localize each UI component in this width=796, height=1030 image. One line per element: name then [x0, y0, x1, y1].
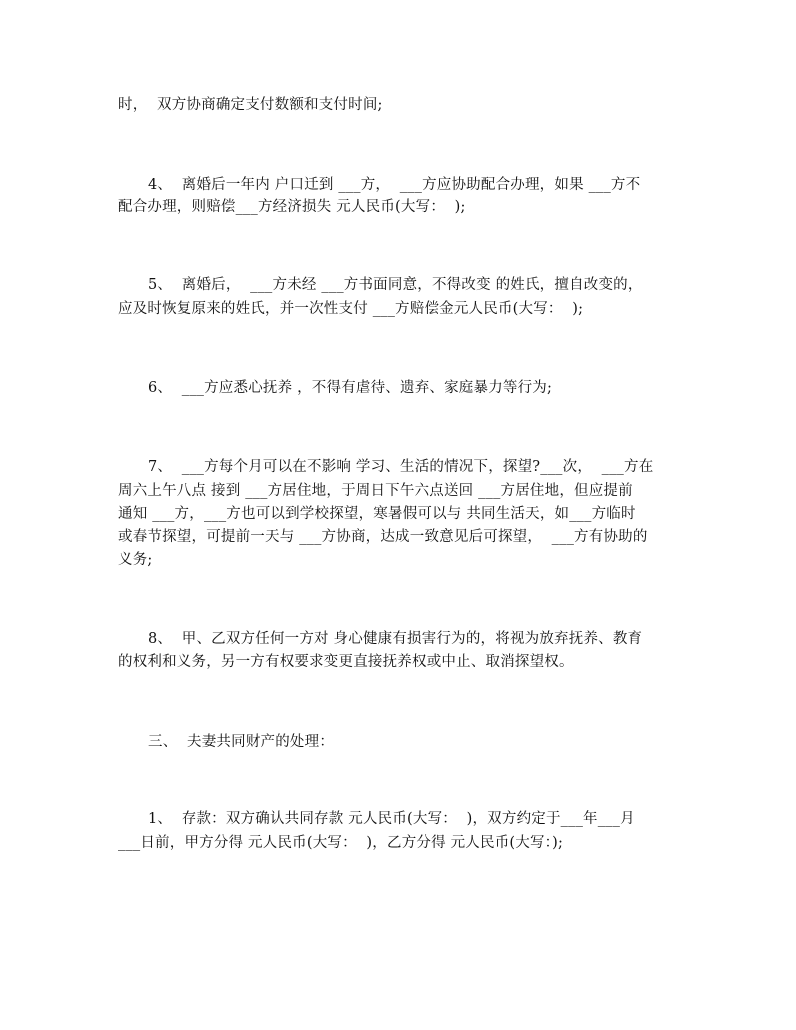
clause-4-line-1: 4、 离婚后一年内 户口迁到 ___方， ___方应协助配合办理，如果 ___方不 [148, 177, 641, 193]
clause-5-line-1: 5、 离婚后， ___方未经 ___方书面同意，不得改变 的姓氏，擅自改变的， [148, 277, 643, 293]
property-clause-1-line-1: 1、 存款：双方确认共同存款 元人民币(大写： )，双方约定于___年___月 [148, 811, 635, 827]
clause-8-line-1: 8、 甲、乙双方任何一方对 身心健康有损害行为的，将视为放弃抚养、教育 [148, 631, 643, 647]
clause-4-line-2: 配合办理，则赔偿___方经济损失 元人民币(大写： ); [118, 199, 466, 215]
clause-7-line-3: 通知 ___方，___方也可以到学校探望，寒暑假可以与 共同生活天，如___方临时 [118, 506, 636, 522]
clause-7-line-1: 7、 ___方每个月可以在不影响 学习、生活的情况下，探望?___次， ___方在 [148, 459, 654, 475]
section-3-heading: 三、 夫妻共同财产的处理： [148, 734, 335, 750]
clause-5-line-2: 应及时恢复原来的姓氏，并一次性支付 ___方赔偿金元人民币(大写： ); [118, 301, 584, 317]
clause-7-line-5: 义务; [118, 552, 153, 568]
text-line-payment-negotiation: 时， 双方协商确定支付数额和支付时间; [118, 97, 383, 113]
clause-7-line-4: 或春节探望，可提前一天与 ___方协商，达成一致意见后可探望， ___方有协助的 [118, 529, 648, 545]
clause-6-line-1: 6、 ___方应悉心抚养 ，不得有虐待、遗弃、家庭暴力等行为; [148, 380, 553, 396]
property-clause-1-line-2: ___日前，甲方分得 元人民币(大写： )，乙方分得 元人民币(大写：); [118, 835, 564, 851]
clause-7-line-2: 周六上午八点 接到 ___方居住地，于周日下午六点送回 ___方居住地，但应提前 [118, 483, 633, 499]
clause-8-line-2: 的权利和义务，另一方有权要求变更直接抚养权或中止、取消探望权。 [118, 654, 574, 670]
